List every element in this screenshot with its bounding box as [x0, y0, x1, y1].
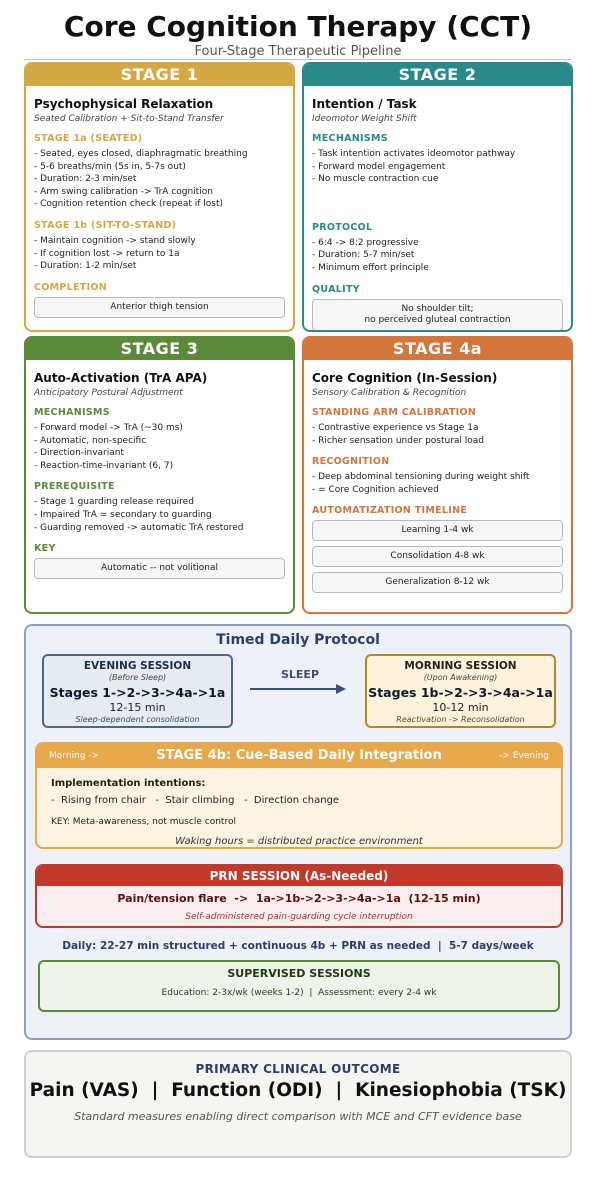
bullet-item: - Contrastive experience vs Stage 1a	[312, 423, 479, 433]
stage-1-subtitle: Seated Calibration + Sit-to-Stand Transfer	[34, 114, 224, 124]
prn-session-box	[35, 864, 563, 928]
bullet-item: - Stage 1 guarding release required	[34, 497, 194, 508]
bullet-item: - 6:4 -> 8:2 progressive	[312, 237, 419, 248]
stage-4a-header: STAGE 4a	[304, 338, 571, 360]
bullet-item: - Impaired TrA = secondary to guarding	[34, 509, 212, 520]
bullet-item: - If cognition lost -> return to 1a	[34, 248, 180, 259]
protocol-heading: PROTOCOL	[312, 221, 373, 233]
evening-heading: EVENING SESSION	[83, 660, 192, 672]
timeline-pill: Consolidation 4-8 wk	[312, 546, 563, 567]
bullet-item: - Forward model -> TrA (~30 ms)	[34, 423, 183, 433]
bullet-item: - Duration: 1-2 min/set	[34, 261, 137, 272]
stage-1b-heading: STAGE 1b (SIT-TO-STAND)	[34, 219, 177, 231]
evening-note: Sleep-dependent consolidation	[75, 715, 200, 724]
stage-1-header: STAGE 1	[26, 64, 293, 86]
bullet-item: - Arm swing calibration -> TrA cognition	[34, 186, 213, 197]
mechanisms-heading: MECHANISMS	[34, 407, 110, 418]
outcome-heading: PRIMARY CLINICAL OUTCOME	[195, 1062, 401, 1076]
stage-4b-key: KEY: Meta-awareness, not muscle control	[51, 817, 236, 827]
page-subtitle: Four-Stage Therapeutic Pipeline	[194, 44, 402, 59]
quality-pill-line: No shoulder tilt;	[401, 303, 474, 314]
stage-4b-to: -> Evening	[499, 751, 549, 761]
bullet-item: - Guarding removed -> automatic TrA restored	[34, 522, 244, 533]
right-arrow-icon	[248, 682, 348, 696]
stage-3-card	[24, 336, 295, 614]
bullet-item: - = Core Cognition achieved	[312, 484, 439, 495]
evening-timing: (Before Sleep)	[108, 673, 167, 682]
daily-summary: Daily: 22-27 min structured + continuous 4b + PRN as needed | 5-7 days/week	[62, 940, 534, 952]
bullet-item: - Minimum effort principle	[312, 262, 429, 273]
bullet-item: - 5-6 breaths/min (5s in, 5-7s out)	[34, 161, 186, 172]
stage-2-card	[302, 62, 573, 332]
outcome-note: Standard measures enabling direct comparison with MCE and CFT evidence base	[74, 1110, 522, 1123]
completion-heading: COMPLETION	[34, 281, 108, 293]
stage-1-card	[24, 62, 295, 332]
prn-sequence: Pain/tension flare -> 1a->1b->2->3->4a->1a (12-15 min)	[117, 892, 481, 905]
outcome-measures: Pain (VAS) | Function (ODI) | Kinesiophobia (TSK)	[29, 1080, 567, 1101]
supervised-title: SUPERVISED SESSIONS	[227, 967, 371, 980]
evening-session-box	[42, 654, 233, 728]
title-divider	[24, 59, 572, 60]
bullet-item: - Task intention activates ideomotor pathway	[312, 149, 516, 159]
bullet-item: - Deep abdominal tensioning during weight shift	[312, 472, 530, 483]
stage-2-subtitle: Ideomotor Weight Shift	[312, 114, 417, 124]
bullet-item: - Richer sensation under postural load	[312, 435, 485, 446]
mechanisms-heading: MECHANISMS	[312, 133, 388, 144]
bullet-item: - Forward model engagement	[312, 161, 446, 172]
bullet-item: - Seated, eyes closed, diaphragmatic breathing	[34, 149, 248, 159]
stage-4b-from: Morning ->	[49, 751, 100, 761]
stage-3-title: Auto-Activation (TrA APA)	[34, 371, 208, 385]
key-pill: Automatic -- not volitional	[34, 558, 285, 579]
completion-pill: Anterior thigh tension	[34, 297, 285, 318]
quality-pill-line: no perceived gluteal contraction	[364, 314, 511, 325]
quality-pill	[312, 299, 563, 331]
stage-1a-heading: STAGE 1a (SEATED)	[34, 133, 143, 144]
morning-duration: 10-12 min	[432, 701, 489, 714]
stage-4a-subtitle: Sensory Calibration & Recognition	[312, 388, 467, 398]
clinical-outcome-box	[24, 1050, 572, 1158]
evening-stages: Stages 1->2->3->4a->1a	[49, 685, 226, 700]
recognition-heading: RECOGNITION	[312, 456, 390, 468]
stage-2-header: STAGE 2	[304, 64, 571, 86]
stage-4b-box	[35, 742, 563, 849]
stage-3-header: STAGE 3	[26, 338, 293, 360]
morning-note: Reactivation -> Reconsolidation	[396, 715, 525, 724]
bullet-item: - Direction-invariant	[34, 448, 125, 459]
morning-timing: (Upon Awakening)	[423, 673, 498, 682]
stage-4b-footer: Waking hours = distributed practice environment	[175, 836, 423, 847]
implementation-items: - Rising from chair - Stair climbing - Direction change	[51, 795, 340, 806]
automatization-heading: AUTOMATIZATION TIMELINE	[312, 505, 468, 517]
quality-heading: QUALITY	[312, 283, 360, 295]
supervised-text: Education: 2-3x/wk (weeks 1-2) | Assessment: every 2-4 wk	[161, 988, 437, 998]
page-title: Core Cognition Therapy (CCT)	[63, 10, 533, 43]
stage-3-subtitle: Anticipatory Postural Adjustment	[34, 388, 183, 398]
implementation-heading: Implementation intentions:	[51, 778, 206, 789]
sleep-label: SLEEP	[280, 668, 320, 681]
bullet-item: - Reaction-time-invariant (6, 7)	[34, 460, 174, 471]
stage-2-title: Intention / Task	[312, 97, 417, 111]
stage-4b-title: STAGE 4b: Cue-Based Daily Integration	[156, 748, 442, 763]
stage-4a-title: Core Cognition (In-Session)	[312, 371, 498, 385]
morning-heading: MORNING SESSION	[404, 660, 517, 672]
prn-title: PRN SESSION (As-Needed)	[37, 866, 561, 886]
stage-1-title: Psychophysical Relaxation	[34, 97, 214, 111]
morning-stages: Stages 1b->2->3->4a->1a	[368, 685, 553, 700]
arm-calibration-heading: STANDING ARM CALIBRATION	[312, 407, 477, 418]
bullet-item: - No muscle contraction cue	[312, 174, 439, 185]
protocol-title: Timed Daily Protocol	[216, 632, 380, 648]
key-heading: KEY	[34, 543, 56, 555]
daily-protocol-panel	[24, 624, 572, 1040]
prerequisite-heading: PREREQUISITE	[34, 481, 115, 493]
stage-4a-card	[302, 336, 573, 614]
prn-note: Self-administered pain-guarding cycle interruption	[185, 912, 413, 922]
timeline-pill: Learning 1-4 wk	[312, 520, 563, 541]
morning-session-box	[365, 654, 556, 728]
supervised-sessions-box	[38, 960, 560, 1012]
bullet-item: - Automatic, non-specific	[34, 435, 147, 446]
bullet-item: - Maintain cognition -> stand slowly	[34, 235, 196, 246]
bullet-item: - Cognition retention check (repeat if lost)	[34, 199, 224, 210]
stage-4b-header	[37, 744, 561, 768]
timeline-pill: Generalization 8-12 wk	[312, 572, 563, 593]
bullet-item: - Duration: 5-7 min/set	[312, 250, 415, 261]
bullet-item: - Duration: 2-3 min/set	[34, 174, 137, 185]
evening-duration: 12-15 min	[109, 701, 166, 714]
